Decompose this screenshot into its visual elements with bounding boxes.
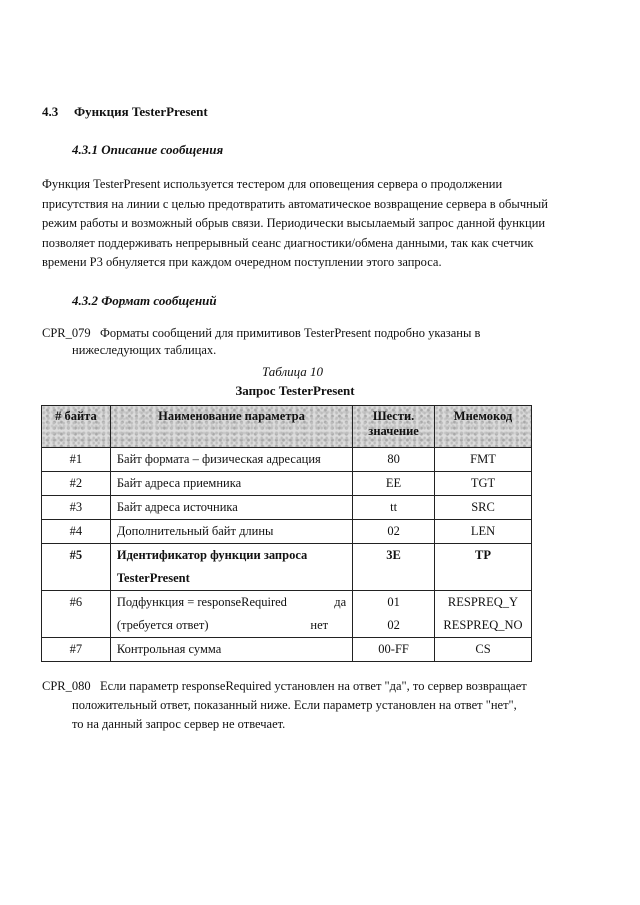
hex-yes: 01 (387, 595, 400, 609)
cell-mnemonic: CS (435, 638, 532, 662)
cell-hex: EE (353, 472, 435, 496)
mnemonic-no: RESPREQ_NO (443, 618, 523, 632)
cell-name: Дополнительный байт длины (110, 520, 352, 544)
cell-mnemonic (435, 591, 532, 638)
section-number: 4.3 (42, 104, 59, 119)
cell-num: #5 (42, 544, 111, 591)
section-heading (42, 104, 208, 120)
subfunction-option-yes: да (334, 595, 347, 609)
table-title: Запрос TesterPresent (235, 383, 355, 398)
table-row (42, 496, 532, 520)
section-title: Функция TesterPresent (74, 104, 208, 119)
cell-num: #1 (42, 448, 111, 472)
cell-num: #2 (42, 472, 111, 496)
requirement-cpr080 (42, 677, 582, 734)
cell-mnemonic: FMT (435, 448, 532, 472)
cell-name: Байт адреса приемника (110, 472, 352, 496)
cell-hex: 02 (353, 520, 435, 544)
subsection-heading-description: 4.3.1 Описание сообщения (72, 142, 224, 157)
requirement-text: Форматы сообщений для примитивов TesterPresent подробно указаны в (100, 326, 481, 340)
subfunction-note: (требуется ответ) (116, 618, 209, 632)
cell-num: #6 (42, 591, 111, 638)
table-row (42, 544, 532, 591)
subfunction-label: Подфункция = responseRequired (116, 595, 287, 609)
cell-mnemonic: TP (435, 544, 532, 591)
requirement-id: CPR_079 (42, 326, 91, 340)
cell-name: Байт адреса источника (110, 496, 352, 520)
hex-no: 02 (387, 618, 400, 632)
cell-name-subfunction (110, 591, 352, 638)
table-caption: Таблица 10 (262, 364, 324, 379)
subsection-heading-format: 4.3.2 Формат сообщений (72, 293, 217, 308)
table-row (42, 448, 532, 472)
table-row (42, 472, 532, 496)
table-header-row (42, 406, 532, 448)
cell-mnemonic: SRC (435, 496, 532, 520)
cell-num: #4 (42, 520, 111, 544)
requirement-text-cont: положительный ответ, показанный ниже. Если параметр установлен на ответ "нет", (72, 698, 517, 712)
header-mnemonic: Мнемокод (435, 406, 532, 448)
requirement-text-cont: то на данный запрос сервер не отвечает. (72, 717, 286, 731)
requirement-text-cont: нижеследующих таблицах. (72, 343, 217, 357)
cell-name: Байт формата – физическая адресация (110, 448, 352, 472)
header-byte-num: # байта (42, 406, 111, 448)
cell-name: Идентификатор функции запроса TesterPresent (110, 544, 352, 591)
cell-name: Контрольная сумма (110, 638, 352, 662)
cell-num: #3 (42, 496, 111, 520)
request-table (41, 405, 532, 662)
table-row (42, 638, 532, 662)
header-hex-value: Шести. значение (353, 406, 435, 448)
table-row (42, 591, 532, 638)
cell-hex: 00-FF (353, 638, 435, 662)
cell-hex (353, 591, 435, 638)
table-row (42, 520, 532, 544)
cell-hex: tt (353, 496, 435, 520)
requirement-cpr079 (42, 325, 572, 359)
cell-num: #7 (42, 638, 111, 662)
subfunction-option-no: нет (310, 618, 329, 632)
cell-mnemonic: LEN (435, 520, 532, 544)
cell-mnemonic: TGT (435, 472, 532, 496)
requirement-id: CPR_080 (42, 679, 91, 693)
requirement-text: Если параметр responseRequired установлен на ответ "да", то сервер возвращает (100, 679, 527, 693)
description-paragraph: Функция TesterPresent используется тестером для оповещения сервера о продолжении присутствия на линии с целью предотвратить автоматическое возвращение сервера в обычный режим работы и возможный обрыв связи. Периодически высылаемый запрос данной функции позволяет поддерживать непрерывный сеанс диагностики/обмена данными, так как счетчик времени P3 обнуляется при каждом очередном поступлении этого запроса. (42, 177, 548, 270)
cell-hex: 3E (353, 544, 435, 591)
header-param-name: Наименование параметра (110, 406, 352, 448)
mnemonic-yes: RESPREQ_Y (447, 595, 519, 609)
cell-hex: 80 (353, 448, 435, 472)
